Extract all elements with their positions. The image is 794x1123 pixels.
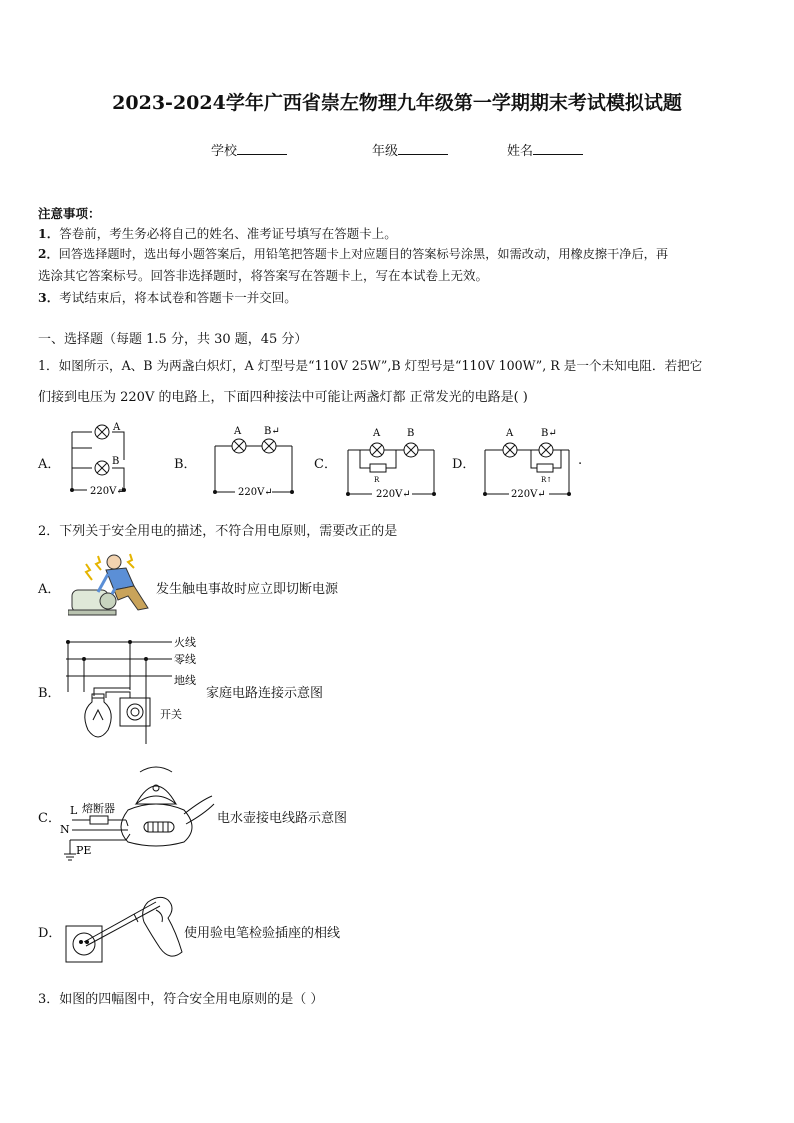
q1-option-c-label: C． [314,457,337,472]
voltage-label: 220V↵ [238,487,273,498]
voltage-label: 220V↵ [511,489,546,500]
kettle-wiring-diagram [60,764,218,864]
lamp-b-label: B [407,428,415,439]
test-pen-icon [84,902,156,942]
neutral-wire-label: 零线 [174,653,196,666]
live-label: L [70,804,78,817]
q1-option-d-label: D． [452,457,476,472]
lamp-a-label: A [373,428,381,439]
resistor-label: R [374,476,380,484]
q2-option-c-caption: 电水壶接电线路示意图 [217,811,348,826]
resistor-icon [537,464,553,472]
lamp-a-label: A [113,422,121,433]
lamp-b-label: B↵ [264,426,280,437]
household-circuit-diagram [62,632,202,747]
section-heading: 一、选择题（每题 1.5 分，共 30 题，45 分） [38,332,308,347]
name-label: 姓名 [507,144,534,159]
live-wire-label: 火线 [174,636,196,649]
school-label: 学校 [211,144,238,159]
question-3: 3．如图的四幅图中，符合安全用电原则的是（ ） [38,992,324,1007]
q2-option-a-caption: 发生触电事故时应立即切断电源 [156,582,339,597]
electric-shock-illustration [68,550,154,622]
notes-heading: 注意事项： [38,206,101,221]
q2-option-c-label: C． [38,811,61,826]
note-item: 3．考试结束后，将本试卷和答题卡一并交回。 [38,290,297,305]
page-title: 2023-2024学年广西省崇左物理九年级第一学期期末考试模拟试题 [112,92,682,114]
circuit-b-diagram [205,420,300,500]
kettle-lid-icon [136,796,176,804]
question-1-line-2: 们接到电压为 220V 的电路上，下面四种接法中可能让两盏灯都 正常发光的电路是( ) [38,390,528,405]
ground-wire-label: 地线 [174,674,196,687]
circuit-c-diagram [340,420,440,500]
resistor-icon [370,464,386,472]
school-field [211,140,287,159]
fuse-label: 熔断器 [82,802,115,815]
q2-option-b-label: B． [38,686,61,701]
lamp-b-label: B↵ [541,428,557,439]
neutral-label: N [60,823,70,836]
person-head-icon [107,555,121,569]
grade-blank [398,142,448,155]
q1-option-a-label: A． [38,457,61,472]
name-field [507,140,583,159]
voltage-label: 220V↵ [90,486,125,497]
q1-end-dot: . [578,453,583,468]
note-item: 1．答卷前，考生务必将自己的姓名、准考证号填写在答题卡上。 [38,226,397,241]
q2-option-d-caption: 使用验电笔检验插座的相线 [184,926,341,941]
lamp-b-label: B [112,456,120,467]
grade-field [372,140,448,159]
question-1-line-1: 1．如图所示，A、B 为两盏白炽灯，A 灯型号是“110V 25W”,B 灯型号是“110V 100W”, R 是一个未知电阻．若把它 [38,358,703,373]
lamp-a-label: A [506,428,514,439]
voltage-label: 220V↵ [376,489,411,500]
lamp-a-label: A [234,426,242,437]
name-blank [533,142,583,155]
kettle-body-icon [121,804,192,846]
note-item: 2．回答选择题时，选出每小题答案后，用铅笔把答题卡上对应题目的答案标号涂黑，如需改动，用橡皮擦干净后，再 [38,247,669,261]
test-pen-illustration [64,892,184,972]
q2-option-a-label: A． [38,582,61,597]
note-item: 选涂其它答案标号。回答非选择题时，将答案写在答题卡上，写在本试卷上无效。 [38,268,489,283]
question-2: 2．下列关于安全用电的描述，不符合用电原则，需要改正的是 [38,524,398,539]
circuit-d-diagram [477,420,577,500]
q2-option-b-caption: 家庭电路连接示意图 [206,686,324,701]
q2-option-d-label: D． [38,926,62,941]
circuit-a-diagram [62,418,142,498]
socket-icon [66,926,102,962]
light-bulb-icon [85,694,111,737]
grade-label: 年级 [372,144,399,159]
school-blank [237,142,287,155]
resistor-label: R↑ [541,476,553,484]
switch-label: 开关 [160,708,182,721]
fuse-icon [90,816,108,824]
pe-label: PE [76,844,92,857]
q1-option-b-label: B． [174,457,197,472]
